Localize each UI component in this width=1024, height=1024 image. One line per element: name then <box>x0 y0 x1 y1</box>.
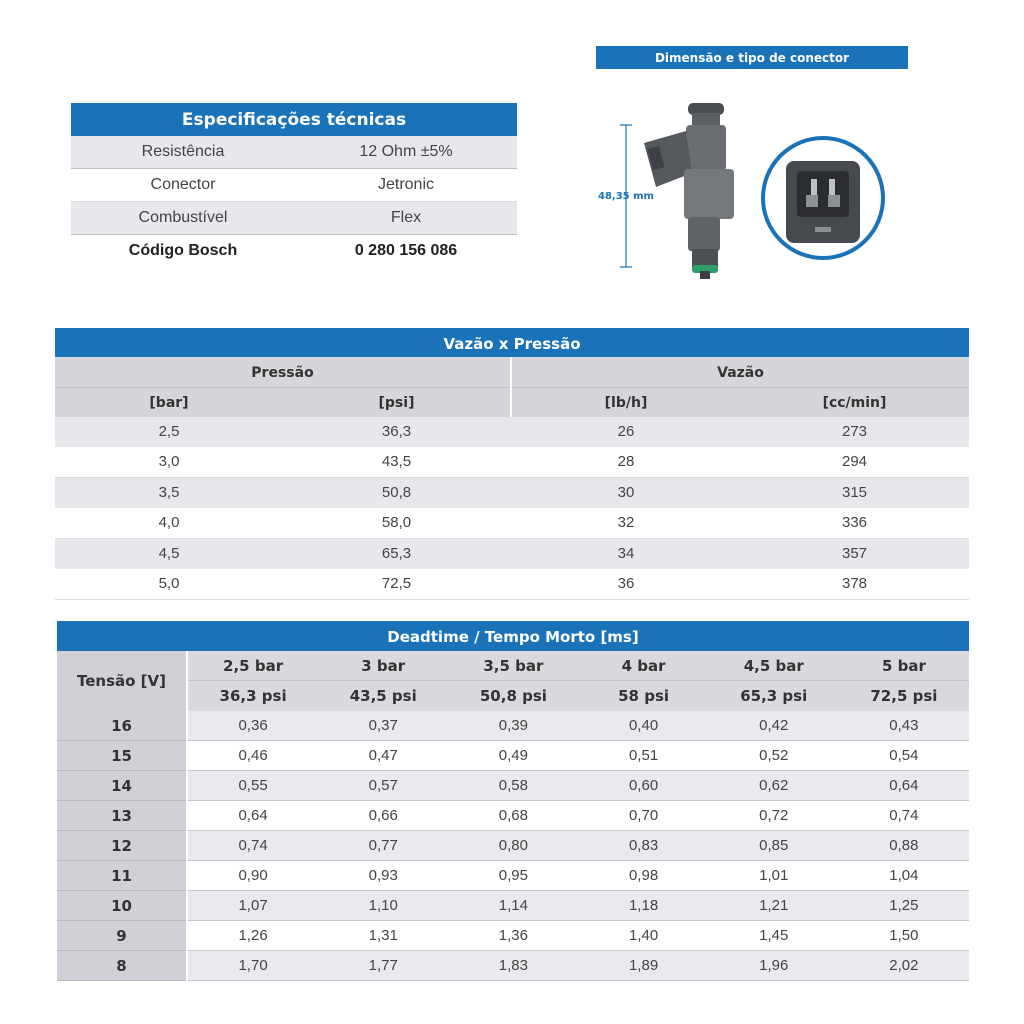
deadtime-cell: 1,26 <box>238 927 268 944</box>
flow-cell: 72,5 <box>381 575 412 592</box>
flow-cell: 36 <box>617 575 635 592</box>
flow-cell: 28 <box>617 453 635 470</box>
deadtime-voltage-cell: 11 <box>57 861 186 891</box>
deadtime-cell: 0,72 <box>759 807 789 824</box>
deadtime-cell: 0,64 <box>238 807 268 824</box>
deadtime-psi-header: 65,3 psi <box>740 687 808 705</box>
flow-col-lbh: [lb/h] <box>604 395 648 411</box>
deadtime-row <box>57 831 969 861</box>
deadtime-voltage-cell: 13 <box>57 801 186 831</box>
flow-column-headers <box>55 357 969 417</box>
deadtime-cell: 0,62 <box>759 777 789 794</box>
deadtime-cell: 0,64 <box>889 777 919 794</box>
specs-row <box>71 235 517 267</box>
deadtime-cell: 0,39 <box>498 717 528 734</box>
deadtime-cell: 0,90 <box>238 867 268 884</box>
deadtime-cell: 0,68 <box>498 807 528 824</box>
deadtime-cell: 0,83 <box>628 837 659 854</box>
flow-cell: 30 <box>617 484 635 501</box>
flow-row <box>55 539 969 569</box>
deadtime-cell: 1,14 <box>498 897 528 914</box>
deadtime-cell: 1,96 <box>759 957 789 974</box>
specs-value: Flex <box>390 209 422 226</box>
deadtime-table <box>57 621 969 981</box>
deadtime-bar-header: 4,5 bar <box>743 657 804 675</box>
flow-cell: 36,3 <box>381 423 412 440</box>
deadtime-psi-header: 72,5 psi <box>870 687 938 705</box>
flow-row <box>55 569 969 600</box>
deadtime-voltage-cell: 10 <box>57 891 186 921</box>
deadtime-cell: 0,80 <box>498 837 528 854</box>
deadtime-cell: 0,40 <box>628 717 659 734</box>
specs-value: Jetronic <box>377 176 435 193</box>
deadtime-cell: 0,55 <box>238 777 268 794</box>
flow-cell: 3,5 <box>158 484 180 501</box>
flow-col-psi: [psi] <box>378 395 415 411</box>
deadtime-cell: 1,89 <box>628 957 659 974</box>
specs-row <box>71 202 517 235</box>
deadtime-cell: 0,52 <box>759 747 789 764</box>
deadtime-title: Deadtime / Tempo Morto [ms] <box>57 621 969 651</box>
flow-cell: 3,0 <box>158 453 180 470</box>
deadtime-cell: 1,10 <box>368 897 398 914</box>
flow-group-pressure: Pressão <box>251 365 314 381</box>
flow-cell: 378 <box>841 575 868 592</box>
specs-label: Resistência <box>141 143 225 160</box>
deadtime-cell: 1,36 <box>498 927 528 944</box>
flow-cell: 357 <box>841 545 868 562</box>
connector-icon <box>763 138 883 258</box>
flow-row <box>55 478 969 508</box>
flow-cell: 4,5 <box>158 545 180 562</box>
deadtime-cell: 1,18 <box>628 897 659 914</box>
deadtime-voltage-cell: 16 <box>57 711 186 741</box>
deadtime-bar-header: 3 bar <box>361 657 406 675</box>
deadtime-voltage-header: Tensão [V] <box>57 651 186 711</box>
deadtime-cell: 1,83 <box>498 957 528 974</box>
deadtime-cell: 1,25 <box>889 897 919 914</box>
deadtime-cell: 0,98 <box>628 867 659 884</box>
deadtime-cell: 1,45 <box>759 927 789 944</box>
deadtime-voltage-cell: 15 <box>57 741 186 771</box>
specs-row <box>71 136 517 169</box>
flow-cell: 4,0 <box>158 514 180 531</box>
deadtime-cell: 0,37 <box>368 717 398 734</box>
deadtime-cell: 0,66 <box>368 807 398 824</box>
deadtime-row <box>57 801 969 831</box>
deadtime-psi-header: 36,3 psi <box>219 687 287 705</box>
flow-cell: 315 <box>841 484 868 501</box>
deadtime-bar-header: 5 bar <box>881 657 926 675</box>
deadtime-row <box>57 741 969 771</box>
deadtime-column-headers <box>57 651 969 711</box>
flow-pressure-table <box>55 328 969 600</box>
flow-row <box>55 508 969 539</box>
deadtime-voltage-cell: 8 <box>57 951 186 981</box>
specs-label: Conector <box>150 176 216 193</box>
flow-cell: 34 <box>617 545 635 562</box>
specs-table <box>71 103 517 267</box>
deadtime-cell: 1,01 <box>759 867 789 884</box>
deadtime-cell: 0,88 <box>889 837 919 854</box>
flow-cell: 26 <box>617 423 635 440</box>
deadtime-cell: 0,77 <box>368 837 398 854</box>
deadtime-cell: 0,85 <box>759 837 789 854</box>
flow-row <box>55 447 969 478</box>
deadtime-cell: 0,95 <box>498 867 528 884</box>
deadtime-cell: 1,70 <box>238 957 268 974</box>
flow-cell: 336 <box>841 514 868 531</box>
deadtime-psi-header: 58 psi <box>618 687 670 705</box>
flow-title: Vazão x Pressão <box>55 328 969 357</box>
deadtime-cell: 0,54 <box>889 747 919 764</box>
deadtime-bar-header: 2,5 bar <box>223 657 284 675</box>
deadtime-cell: 0,93 <box>368 867 398 884</box>
deadtime-bar-header: 3,5 bar <box>483 657 544 675</box>
specs-row <box>71 169 517 202</box>
deadtime-voltage-cell: 12 <box>57 831 186 861</box>
deadtime-cell: 0,46 <box>238 747 268 764</box>
flow-cell: 294 <box>841 453 868 470</box>
deadtime-cell: 1,04 <box>889 867 919 884</box>
deadtime-cell: 0,42 <box>759 717 789 734</box>
deadtime-row <box>57 891 969 921</box>
deadtime-cell: 0,60 <box>628 777 659 794</box>
deadtime-cell: 0,57 <box>368 777 398 794</box>
dimension-title: Dimensão e tipo de conector <box>596 46 908 69</box>
specs-title: Especificações técnicas <box>71 103 517 136</box>
specs-label: Código Bosch <box>128 242 238 259</box>
flow-cell: 2,5 <box>158 423 180 440</box>
deadtime-voltage-cell: 14 <box>57 771 186 801</box>
specs-value: 0 280 156 086 <box>354 242 458 259</box>
flow-cell: 5,0 <box>158 575 180 592</box>
flow-col-bar: [bar] <box>149 395 189 411</box>
deadtime-cell: 1,21 <box>759 897 789 914</box>
deadtime-cell: 0,74 <box>889 807 919 824</box>
deadtime-row <box>57 771 969 801</box>
flow-cell: 58,0 <box>381 514 412 531</box>
deadtime-cell: 0,43 <box>889 717 919 734</box>
specs-label: Combustível <box>138 209 228 226</box>
deadtime-cell: 0,49 <box>498 747 528 764</box>
deadtime-cell: 1,50 <box>889 927 919 944</box>
flow-row <box>55 417 969 447</box>
deadtime-cell: 0,47 <box>368 747 398 764</box>
flow-cell: 65,3 <box>381 545 412 562</box>
injector-icon <box>644 103 734 279</box>
flow-cell: 50,8 <box>381 484 412 501</box>
deadtime-cell: 1,77 <box>368 957 398 974</box>
deadtime-row <box>57 951 969 981</box>
flow-col-ccmin: [cc/min] <box>822 395 887 411</box>
flow-cell: 43,5 <box>381 453 412 470</box>
deadtime-cell: 0,58 <box>498 777 528 794</box>
deadtime-cell: 1,31 <box>368 927 398 944</box>
deadtime-cell: 0,51 <box>628 747 659 764</box>
flow-group-flow: Vazão <box>717 365 764 381</box>
flow-cell: 32 <box>617 514 635 531</box>
flow-cell: 273 <box>841 423 868 440</box>
deadtime-psi-header: 43,5 psi <box>349 687 417 705</box>
specs-value: 12 Ohm ±5% <box>359 143 453 160</box>
deadtime-row <box>57 861 969 891</box>
deadtime-cell: 2,02 <box>889 957 919 974</box>
deadtime-cell: 0,74 <box>238 837 268 854</box>
deadtime-cell: 0,70 <box>628 807 659 824</box>
deadtime-voltage-cell: 9 <box>57 921 186 951</box>
deadtime-cell: 1,40 <box>628 927 659 944</box>
dimension-length-label: 48,35 mm <box>598 191 654 202</box>
deadtime-psi-header: 50,8 psi <box>479 687 547 705</box>
deadtime-row <box>57 711 969 741</box>
deadtime-cell: 1,07 <box>238 897 268 914</box>
deadtime-row <box>57 921 969 951</box>
deadtime-bar-header: 4 bar <box>621 657 666 675</box>
deadtime-cell: 0,36 <box>238 717 268 734</box>
